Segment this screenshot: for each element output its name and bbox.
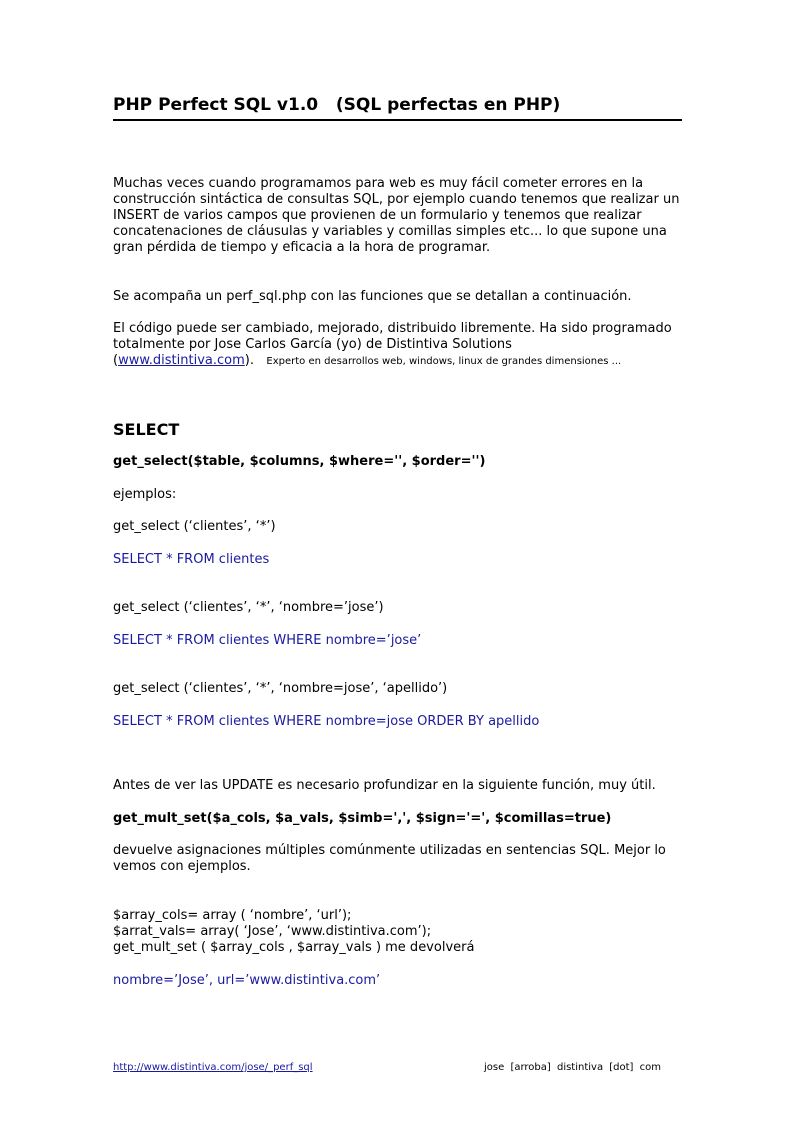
select-signature: get_select($table, $columns, $where='', $order='') — [113, 454, 486, 469]
example-call-2: get_select (‘clientes’, ‘*’, ‘nombre=’jose’) — [113, 600, 384, 615]
mult-set-signature: get_mult_set($a_cols, $a_vals, $simb=',', $sign='=', $comillas=true) — [113, 811, 612, 826]
intro-paragraph: Muchas veces cuando programamos para web es muy fácil cometer errores en la construcción sintáctica de consultas SQL, por ejemplo cuando tenemos que realizar un INSERT de varios campos que provienen de un formulario y tenemos que realizar concatenaciones de cláusulas y variables y comillas simples etc... lo que supone una gran pérdida de tiempo y eficacia a la hora de programar. — [113, 176, 680, 255]
license-close-paren: ). — [244, 353, 254, 368]
mult-code-line-3: get_mult_set ( $array_cols , $array_vals ) me devolverá — [113, 940, 475, 955]
select-heading: SELECT — [113, 420, 180, 439]
license-text: El código puede ser cambiado, mejorado, distribuido libremente. Ha sido programado totalmente por Jose Carlos García (yo) de Distintiva Solutions — [113, 321, 672, 352]
update-intro: Antes de ver las UPDATE es necesario profundizar en la siguiente función, muy útil. — [113, 778, 656, 793]
example-result-1: SELECT * FROM clientes — [113, 552, 270, 567]
license-paragraph — [113, 321, 688, 370]
distintiva-link[interactable]: www.distintiva.com — [118, 353, 245, 368]
page-title: PHP Perfect SQL v1.0 (SQL perfectas en PHP) — [113, 94, 682, 121]
mult-code-line-2: $arrat_vals= array( ‘Jose’, ‘www.distintiva.com’); — [113, 924, 432, 939]
example-call-1: get_select (‘clientes’, ‘*’) — [113, 519, 276, 534]
accompany-paragraph: Se acompaña un perf_sql.php con las funciones que se detallan a continuación. — [113, 289, 632, 304]
mult-result: nombre=’Jose’, url=’www.distintiva.com’ — [113, 973, 381, 988]
example-call-3: get_select (‘clientes’, ‘*’, ‘nombre=jose’, ‘apellido’) — [113, 681, 448, 696]
mult-code-line-1: $array_cols= array ( ‘nombre’, ‘url’); — [113, 908, 352, 923]
example-result-3: SELECT * FROM clientes WHERE nombre=jose ORDER BY apellido — [113, 714, 540, 729]
license-note: Experto en desarrollos web, windows, linux de grandes dimensiones ... — [266, 356, 622, 367]
mult-set-description: devuelve asignaciones múltiples comúnmente utilizadas en sentencias SQL. Mejor lo vemos con ejemplos. — [113, 843, 666, 874]
examples-label: ejemplos: — [113, 487, 177, 502]
license-open-paren: ( — [113, 353, 119, 368]
footer-email: jose [arroba] distintiva [dot] com — [484, 1062, 661, 1073]
footer-link[interactable]: http://www.distintiva.com/jose/_perf_sql — [113, 1062, 313, 1073]
example-result-2: SELECT * FROM clientes WHERE nombre=’jose’ — [113, 633, 422, 648]
